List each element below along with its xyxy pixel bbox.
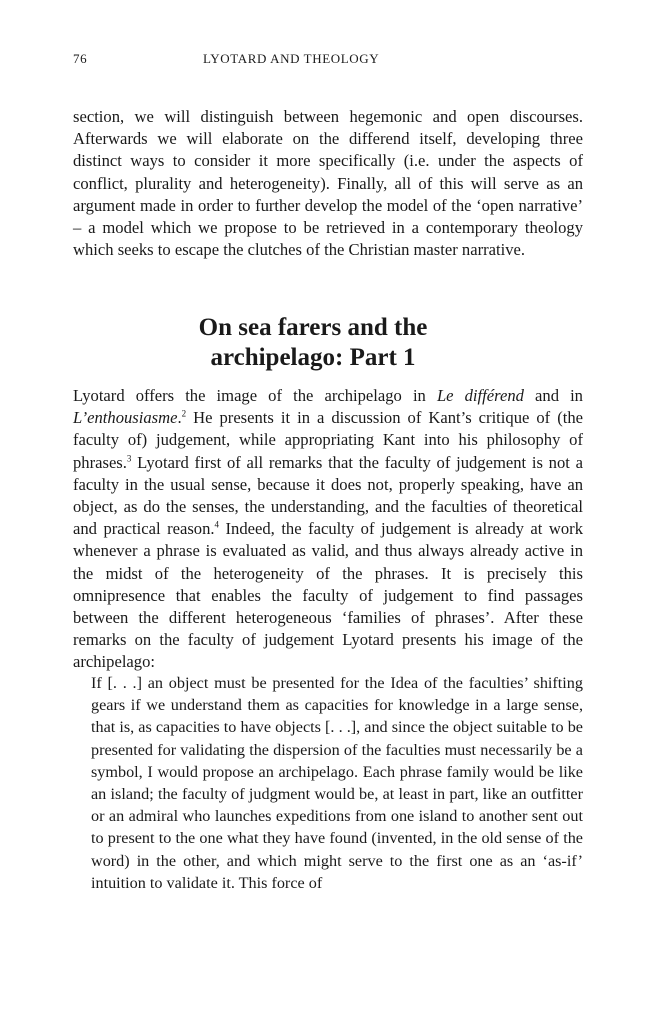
section-heading-line-2: archipelago: Part 1 [210, 344, 416, 371]
footnote-marker-2[interactable]: 2 [181, 408, 187, 419]
block-quote: If [. . .] an object must be presented for the Idea of the faculties’ shifting gears if we understand them as capacities for knowledge in a large sense, that is, as capacities to have objects [. . .], and since the object suitable to be presented for validating the dispersion of the faculties must necessarily be a symbol, I would propose an archipelago. Each phrase family would be like an island; the faculty of judgment would be, at least in part, like an outfitter or an admiral who launches expeditions from one island to another sent out to present to the one what they have found (invented, in the old sense of the word) in the other, and which might serve to the first one as an ‘as-if’ intuition to validate it. This force of [91, 674, 583, 892]
paragraph-intro: section, we will distinguish between hegemonic and open discourses. Afterwards we will elaborate on the differend itself, developing three distinct ways to consider it more specifically (i.e. under the aspects of conflict, plurality and heterogeneity). Finally, all of this will serve as an argument made in order to further develop the model of the ‘open narrative’ – a model which we propose to be retrieved in a contemporary theology which seeks to escape the clutches of the Christian master narrative. [73, 107, 583, 260]
running-head: LYOTARD AND THEOLOGY [203, 51, 380, 66]
text-run: . [177, 408, 182, 428]
text-run: and in [523, 386, 583, 405]
page-header [73, 51, 583, 71]
footnote-marker-3[interactable]: 3 [126, 453, 132, 464]
paragraph-archipelago [73, 385, 583, 674]
text-run: Lyotard offers the image of the archipelago in [73, 386, 437, 405]
section-heading [73, 313, 553, 373]
text-run: Indeed, the faculty of judgement is already at work whenever a phrase is evaluated as valid, and thus always already active in the midst of the heterogeneity of the phrases. It is precisely this omnipresence that enables the faculty of judgement to find passages between the different heterogeneous ‘families of phrases’. After these remarks on the faculty of judgement Lyotard presents his image of the archipelago: [73, 519, 583, 672]
text-run: He presents it in a discussion of Kant’s critique of (the faculty of) judgement, while appropriating Kant into his philosophy of phrases. [73, 408, 583, 472]
page-number: 76 [73, 51, 88, 66]
section-heading-line-1: On sea farers and the [198, 314, 428, 341]
book-title-le-differend: Le différend [436, 386, 524, 405]
text-run: Lyotard first of all remarks that the faculty of judgement is not a faculty in the usual sense, because it does not, properly speaking, have an object, as do the senses, the understanding, and the faculties of theoretical and practical reason. [73, 452, 583, 539]
footnote-marker-4[interactable]: 4 [214, 519, 220, 530]
book-title-lenthousiasme: L’enthousiasme [73, 408, 178, 428]
